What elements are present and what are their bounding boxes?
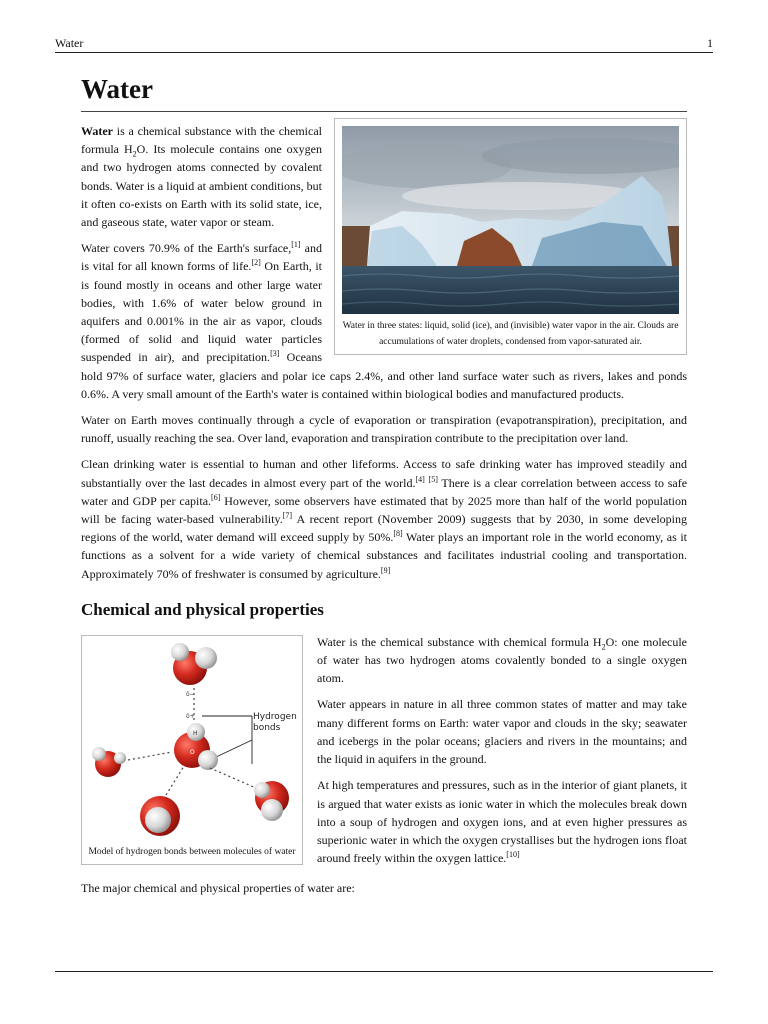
label-bonds: bonds	[253, 722, 281, 733]
water-molecule-left	[92, 747, 126, 777]
text: Water is the chemical substance with chemical formula H	[317, 634, 602, 649]
delta-plus-label: δ+	[186, 712, 195, 720]
text: O: one molecule of water has two hydrogen atoms covalently bonded to a single oxygen atom.	[317, 634, 688, 686]
text: is a chemical substance with the chemical formula H	[81, 124, 322, 157]
figure-hydrogen-bonds-caption: Model of hydrogen bonds between molecules of water	[88, 846, 296, 857]
text: On Earth, it is found mostly in oceans and other large water bodies, with 1.6% of water below ground in aquifers and 0.001% in the air as vapor, clouds (formed of solid and liquid water particles suspended in air), and precipitation.	[81, 259, 322, 365]
citation-link[interactable]: [4]	[415, 474, 425, 484]
section-heading-properties: Chemical and physical properties	[81, 599, 324, 619]
citation-link[interactable]: [8]	[393, 529, 403, 539]
text: At high temperatures and pressures, such as in the interior of giant planets, it is argued that water exists as ionic water in which the molecules break down into a soup of hydrogen and oxygen ions, and at even higher pressures as superionic water in which the oxygen crystallises but the hydrogen ions float around freely within the oxygen lattice.	[317, 778, 687, 866]
page-title: Water	[81, 73, 687, 112]
running-header	[55, 34, 713, 53]
water-molecule-center	[174, 723, 218, 770]
text: Clean drinking water is essential to human and other lifeforms. Access to safe drinking water has improved steadily and substantially over the last decades in almost every part of the world.	[81, 457, 687, 490]
text: Water plays an important role in the world economy, as it functions as a solvent for a wide variety of chemical substances and facilitates industrial cooling and transportation. Approximately 70% of freshwater is consumed by agriculture.	[81, 530, 687, 581]
delta-minus-label: δ−	[186, 690, 195, 698]
citation-link[interactable]: [9]	[380, 565, 391, 575]
intro-paragraph-3: Water on Earth moves continually through a cycle of evaporation or transpiration (evapotranspiration), precipitation, and runoff, usually reaching the sea. Over land, evaporation and transpiration contribute to the precipitation over land.	[81, 413, 687, 446]
properties-list-intro: The major chemical and physical properties of water are:	[81, 881, 355, 896]
water-molecule-bottom-left	[140, 796, 180, 836]
text: Oceans hold 97% of surface water, glaciers and polar ice caps 2.4%, and other land surface water such as rivers, lakes and ponds 0.6%. A very small amount of the Earth's water is contained within biological bodies and manufactured products.	[81, 350, 687, 401]
water-molecule-top	[171, 643, 217, 685]
footer-rule	[55, 971, 713, 972]
text: A recent report (November 2009) suggests that by 2030, in some developing regions of the world, water demand will exceed supply by 50%.	[81, 512, 687, 545]
citation-link[interactable]: [10]	[506, 850, 520, 860]
figure-hydrogen-bonds	[81, 635, 303, 865]
citation-link[interactable]: [3]	[270, 349, 280, 359]
page-number: 1	[707, 36, 713, 50]
intro-paragraph-4	[81, 455, 687, 582]
water-molecule-right	[254, 781, 289, 821]
running-header-title: Water	[55, 36, 84, 50]
figure-iceberg-caption: Water in three states: liquid, solid (ice), and (invisible) water vapor in the air. Clouds are accumulations of water droplets, condensed from vapor-saturated air.	[342, 321, 679, 347]
label-hydrogen: Hydrogen	[253, 711, 297, 722]
citation-link[interactable]: [2]	[251, 258, 261, 268]
text: and is vital for all known forms of life.	[81, 241, 323, 274]
atom-o-label: O	[190, 748, 195, 756]
article	[81, 70, 687, 906]
citation-link[interactable]: [6]	[211, 492, 221, 502]
iceberg-image	[342, 126, 679, 314]
text: There is a clear correlation between access to safe water and GDP per capita.	[81, 475, 688, 508]
citation-link[interactable]: [1]	[291, 240, 301, 250]
text: O. Its molecule contains one oxygen and two hydrogen atoms connected by covalent bonds. Water is a liquid at ambient conditions, but it often co-exists on Earth with its solid state, ice, and gaseous state, water vapor or steam.	[81, 142, 322, 230]
hydrogen-bond-diagram	[86, 640, 298, 840]
subscript: 2	[601, 642, 606, 652]
citation-link[interactable]: [5]	[428, 474, 438, 484]
term-water: Water	[81, 124, 113, 138]
figure-iceberg	[334, 118, 687, 355]
text: However, some observers have estimated that by 2025 more than half of the world population will be facing water-based vulnerability.	[81, 493, 687, 527]
subscript: 2	[132, 149, 137, 159]
text: Water covers 70.9% of the Earth's surface,	[81, 241, 292, 256]
citation-link[interactable]: [7]	[282, 511, 293, 521]
properties-paragraph-2: Water appears in nature in all three common states of matter and may take many different forms on Earth: water vapor and clouds in the sky; seawater and icebergs in the polar oceans; glaciers and rivers in the mountains; and the liquid in aquifers in the ground.	[317, 697, 687, 767]
atom-h-label: H	[193, 729, 198, 737]
